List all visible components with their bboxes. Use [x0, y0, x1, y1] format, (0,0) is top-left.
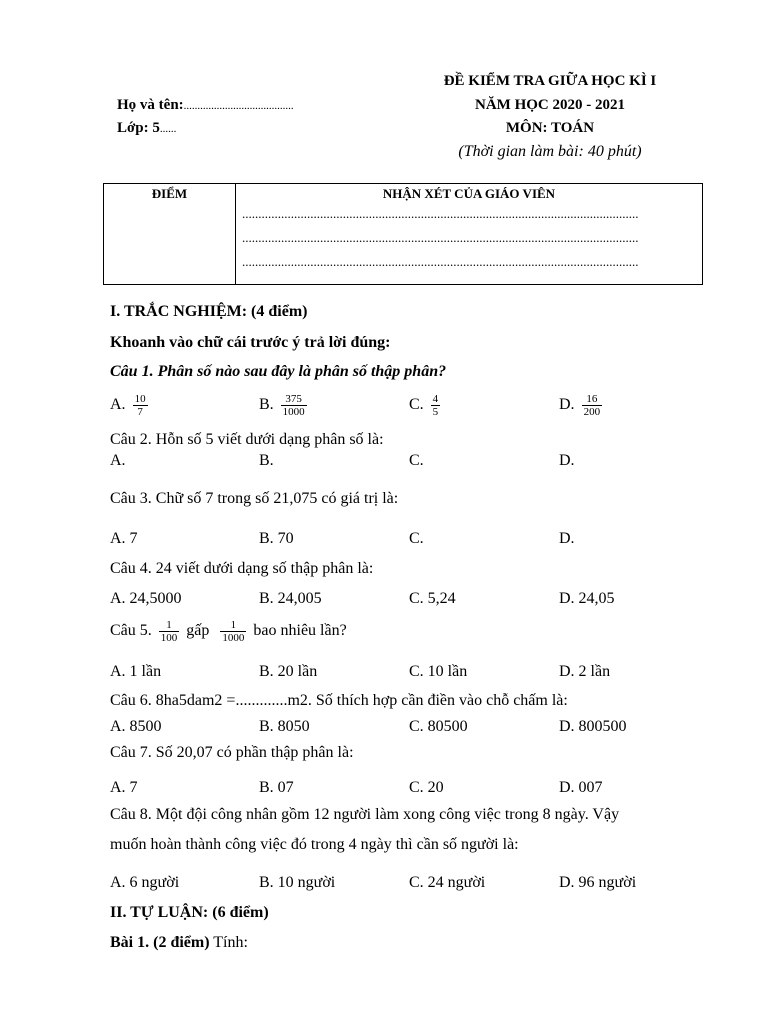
- option-label: C.: [409, 396, 424, 414]
- class-field[interactable]: [117, 120, 176, 137]
- fraction: $\frac{1}{1000}$: [222, 619, 245, 644]
- q4-option-d[interactable]: D. 24,05: [559, 590, 615, 607]
- q3-option-a[interactable]: A. 7: [110, 530, 138, 547]
- q8-option-b[interactable]: B. 10 người: [259, 874, 336, 891]
- q7-option-b[interactable]: B. 07: [259, 779, 294, 796]
- q1-option-d[interactable]: [559, 393, 605, 418]
- question-2-text: Câu 2. Hỗn số 5 viết dưới dạng phân số là:: [110, 431, 384, 448]
- name-dots: ........................................: [183, 100, 294, 112]
- fraction: $\frac{1}{100}$: [160, 619, 178, 644]
- q5-suffix: bao nhiêu lần?: [253, 622, 347, 640]
- fraction: $\frac{4}{5}$: [432, 393, 439, 418]
- question-5-text: [110, 619, 347, 644]
- q6-option-c[interactable]: C. 80500: [409, 718, 468, 735]
- bai-1-text: Tính:: [209, 934, 248, 951]
- q8-option-c[interactable]: C. 24 người: [409, 874, 486, 891]
- q4-option-b[interactable]: B. 24,005: [259, 590, 322, 607]
- question-1-text: Câu 1. Phân số nào sau đây là phân số thập phân?: [110, 363, 447, 380]
- q2-option-c[interactable]: C.: [409, 452, 424, 469]
- fraction: $\frac{10}{7}$: [134, 393, 146, 418]
- q1-option-b[interactable]: [259, 393, 310, 418]
- score-cell[interactable]: [104, 184, 236, 285]
- class-dots: ......: [159, 123, 177, 135]
- comment-header: NHẬN XÉT CỦA GIÁO VIÊN: [382, 186, 556, 201]
- q4-option-a[interactable]: A. 24,5000: [110, 590, 182, 607]
- q6-option-b[interactable]: B. 8050: [259, 718, 310, 735]
- score-header: ĐIỂM: [151, 186, 188, 201]
- question-6-text: Câu 6. 8ha5dam2 =.............m2. Số thích hợp cần điền vào chỗ chấm là:: [110, 692, 568, 709]
- q4-option-c[interactable]: C. 5,24: [409, 590, 456, 607]
- time-limit: (Thời gian làm bài: 40 phút): [458, 143, 642, 160]
- q5-prefix: Câu 5.: [110, 622, 152, 640]
- part1-heading: I. TRẮC NGHIỆM: (4 điểm): [110, 303, 308, 320]
- class-label: Lớp: 5: [117, 120, 160, 136]
- fraction: $\frac{375}{1000}$: [282, 393, 305, 418]
- q3-option-c[interactable]: C.: [409, 530, 424, 547]
- q8-option-d[interactable]: D. 96 người: [559, 874, 637, 891]
- question-8-text-line-2: muốn hoàn thành công việc đó trong 4 ngày thì cần số người là:: [110, 836, 519, 853]
- exam-title: ĐỀ KIỂM TRA GIỮA HỌC KÌ I: [443, 73, 657, 89]
- bai-1: [110, 934, 248, 952]
- q6-option-a[interactable]: A. 8500: [110, 718, 162, 735]
- q1-option-a[interactable]: [110, 393, 151, 418]
- comment-line-2: ..........................................................................................................................: [242, 230, 639, 245]
- score-table: [103, 183, 703, 285]
- question-8-text-line-1: Câu 8. Một đội công nhân gồm 12 người làm xong công việc trong 8 ngày. Vậy: [110, 806, 620, 823]
- part1-instruction: Khoanh vào chữ cái trước ý trả lời đúng:: [110, 334, 391, 351]
- q5-option-c[interactable]: C. 10 lần: [409, 663, 468, 680]
- option-label: A.: [110, 396, 126, 414]
- q8-option-a[interactable]: A. 6 người: [110, 874, 180, 891]
- q5-middle: gấp: [186, 622, 210, 640]
- comment-line-1: ..........................................................................................................................: [242, 206, 639, 221]
- bai-1-label: Bài 1. (2 điểm): [110, 934, 210, 951]
- q1-option-c[interactable]: [409, 393, 443, 418]
- question-7-text: Câu 7. Số 20,07 có phần thập phân là:: [110, 744, 354, 761]
- q5-option-b[interactable]: B. 20 lần: [259, 663, 318, 680]
- q2-option-b[interactable]: B.: [259, 452, 274, 469]
- option-label: B.: [259, 396, 274, 414]
- part2-heading: II. TỰ LUẬN: (6 điểm): [110, 904, 269, 921]
- q7-option-c[interactable]: C. 20: [409, 779, 444, 796]
- q7-option-d[interactable]: D. 007: [559, 779, 603, 796]
- q3-option-b[interactable]: B. 70: [259, 530, 294, 547]
- q2-option-a[interactable]: A.: [110, 452, 126, 469]
- q3-option-d[interactable]: D.: [559, 530, 575, 547]
- question-4-text: Câu 4. 24 viết dưới dạng số thập phân là:: [110, 560, 374, 577]
- q7-option-a[interactable]: A. 7: [110, 779, 138, 796]
- option-label: D.: [559, 396, 575, 414]
- school-year: NĂM HỌC 2020 - 2021: [475, 97, 625, 113]
- q5-option-d[interactable]: D. 2 lần: [559, 663, 611, 680]
- q5-option-a[interactable]: A. 1 lần: [110, 663, 162, 680]
- fraction: $\frac{16}{200}$: [583, 393, 601, 418]
- name-field[interactable]: [117, 97, 294, 114]
- question-3-text: Câu 3. Chữ số 7 trong số 21,075 có giá trị là:: [110, 490, 399, 507]
- q6-option-d[interactable]: D. 800500: [559, 718, 627, 735]
- comment-cell[interactable]: [236, 184, 703, 285]
- q2-option-d[interactable]: D.: [559, 452, 575, 469]
- subject: MÔN: TOÁN: [505, 120, 595, 136]
- comment-line-3: ..........................................................................................................................: [242, 254, 639, 269]
- name-label: Họ và tên:: [117, 97, 184, 113]
